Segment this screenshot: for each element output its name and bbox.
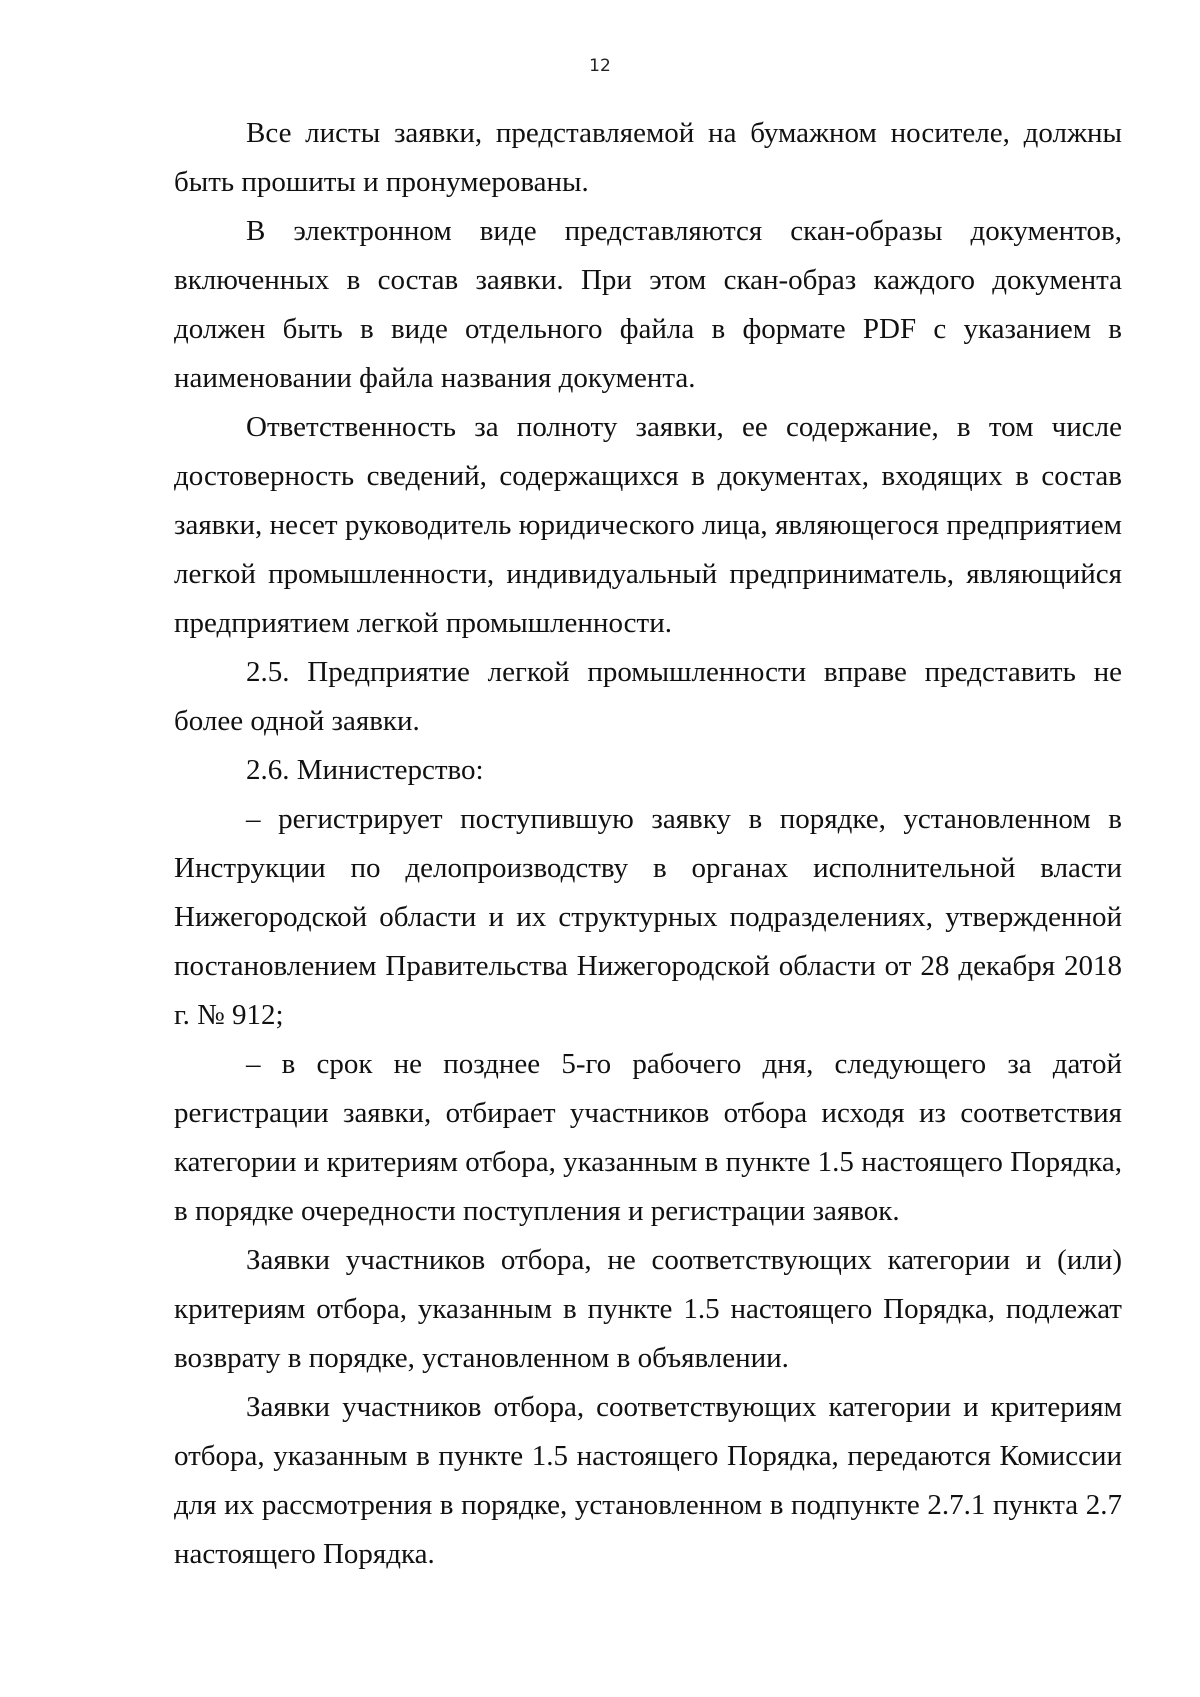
paragraph-2-6-selects: – в срок не позднее 5-го рабочего дня, следующего за датой регистрации заявки, отбирает участников отбора исходя из соответствия категории и критериям отбора, указанным в пункте 1.5 настоящего Порядка, в порядке очередности поступления и регистрации заявок. bbox=[174, 1048, 1122, 1227]
page-number: 12 bbox=[589, 56, 611, 76]
paragraph-electronic-scans: В электронном виде представляются скан-образы документов, включенных в состав заявки. При этом скан-образ каждого документа должен быть в виде отдельного файла в формате PDF с указанием в наименовании файла названия документа. bbox=[174, 215, 1122, 394]
paragraph-applications-transferred: Заявки участников отбора, соответствующих категории и критериям отбора, указанным в пункте 1.5 настоящего Порядка, передаются Комиссии для их рассмотрения в порядке, установленном в подпункте 2.7.1 пункта 2.7 настоящего Порядка. bbox=[174, 1391, 1122, 1570]
paragraph-2-5: 2.5. Предприятие легкой промышленности вправе представить не более одной заявки. bbox=[174, 656, 1122, 737]
paragraph-2-6-heading: 2.6. Министерство: bbox=[246, 754, 484, 786]
paragraph-2-6-registers: – регистрирует поступившую заявку в порядке, установленном в Инструкции по делопроизводству в органах исполнительной власти Нижегородской области и их структурных подразделениях, утвержденной постановлением Правительства Нижегородской области от 28 декабря 2018 г. № 912; bbox=[174, 803, 1122, 1031]
paragraph-responsibility: Ответственность за полноту заявки, ее содержание, в том числе достоверность сведений, содержащихся в документах, входящих в состав заявки, несет руководитель юридического лица, являющегося предприятием легкой промышленности, индивидуальный предприниматель, являющийся предприятием легкой промышленности. bbox=[174, 411, 1122, 639]
paragraph-applications-returned: Заявки участников отбора, не соответствующих категории и (или) критериям отбора, указанным в пункте 1.5 настоящего Порядка, подлежат возврату в порядке, установленном в объявлении. bbox=[174, 1244, 1122, 1374]
document-body bbox=[174, 109, 1122, 1579]
paragraph-sheets-stitched: Все листы заявки, представляемой на бумажном носителе, должны быть прошиты и пронумерованы. bbox=[174, 117, 1122, 198]
